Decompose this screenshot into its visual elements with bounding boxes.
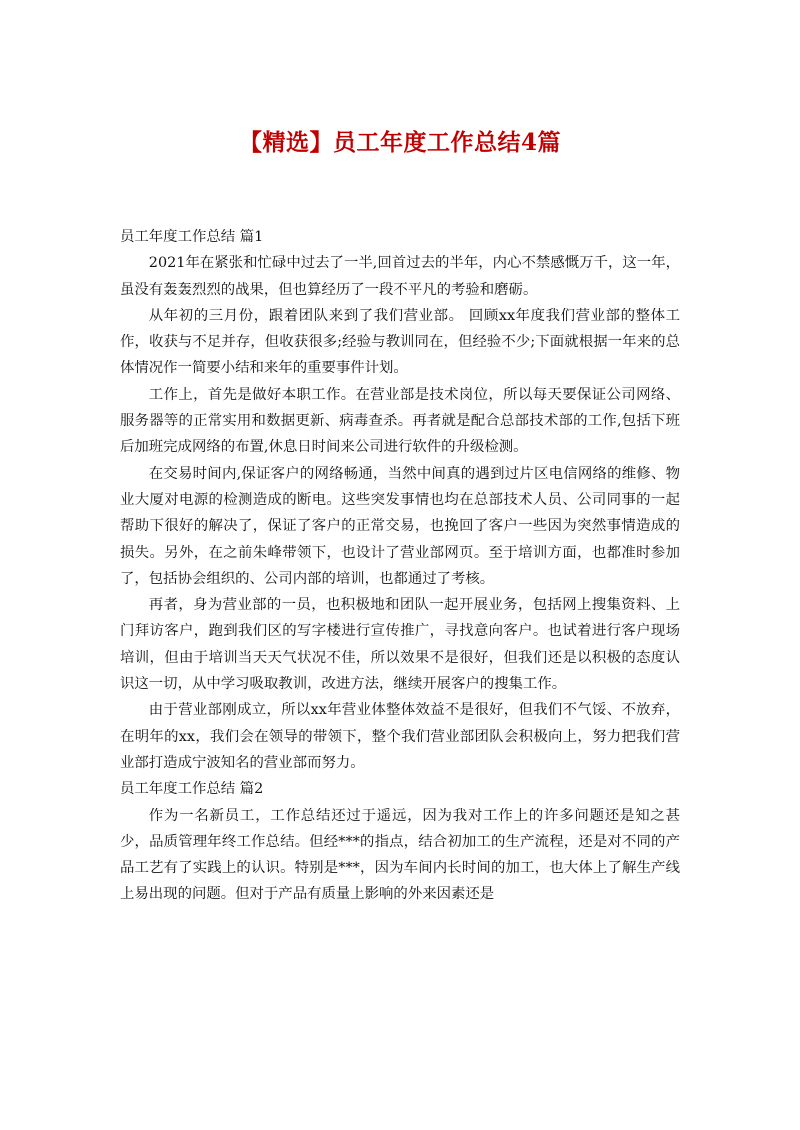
- paragraph: 从年初的三月份，跟着团队来到了我们营业部。 回顾xx年度我们营业部的整体工作，收获与不足并存，但收获很多;经验与教训同在，但经验不少;下面就根据一年来的总体情况作一简要小结和来年的重要事件计划。: [120, 307, 680, 377]
- section-heading: 员工年度工作总结 篇2: [120, 781, 264, 798]
- section-1: [120, 224, 680, 776]
- document-body: [120, 224, 680, 908]
- section-2: [120, 776, 680, 907]
- document-title: 【精选】员工年度工作总结4篇: [238, 129, 561, 156]
- paragraph: 由于营业部刚成立，所以xx年营业体整体效益不是很好，但我们不气馁、不放弃，在明年的xx，我们会在领导的带领下，整个我们营业部团队会积极向上，努力把我们营业部打造成宁波知名的营业部而努力。: [120, 702, 680, 771]
- paragraph: 作为一名新员工，工作总结还过于遥远，因为我对工作上的许多问题还是知之甚少，品质管理年终工作总结。但经***的指点，结合初加工的生产流程，还是对不同的产品工艺有了实践上的认识。特别是***，因为车间内长时间的加工，也大体上了解生产线上易出现的问题。但对于产品有质量上影响的外来因素还是: [120, 807, 680, 903]
- paragraph: 再者，身为营业部的一员，也积极地和团队一起开展业务，包括网上搜集资料、上门拜访客户，跑到我们区的写字楼进行宣传推广，寻找意向客户。也试着进行客户现场培训，但由于培训当天天气状况不佳，所以效果不是很好，但我们还是以积极的态度认识这一切，从中学习吸取教训，改进方法，继续开展客户的搜集工作。: [120, 597, 680, 693]
- paragraph: 在交易时间内,保证客户的网络畅通，当然中间真的遇到过片区电信网络的维修、物业大厦对电源的检测造成的断电。这些突发事情也均在总部技术人员、公司同事的一起帮助下很好的解决了，保证了客户的正常交易，也挽回了客户一些因为突然事情造成的损失。另外，在之前朱峰带领下，也设计了营业部网页。至于培训方面，也都准时参加了，包括协会组织的、公司内部的培训，也都通过了考核。: [120, 465, 680, 587]
- paragraph: 2021年在紧张和忙碌中过去了一半,回首过去的半年，内心不禁感慨万千，这一年，虽没有轰轰烈烈的战果，但也算经历了一段不平凡的考验和磨砺。: [120, 255, 680, 298]
- section-heading: 员工年度工作总结 篇1: [120, 229, 264, 245]
- paragraph: 工作上，首先是做好本职工作。在营业部是技术岗位，所以每天要保证公司网络、服务器等的正常实用和数据更新、病毒查杀。再者就是配合总部技术部的工作,包括下班后加班完成网络的布置,休息日时间来公司进行软件的升级检测。: [120, 386, 680, 456]
